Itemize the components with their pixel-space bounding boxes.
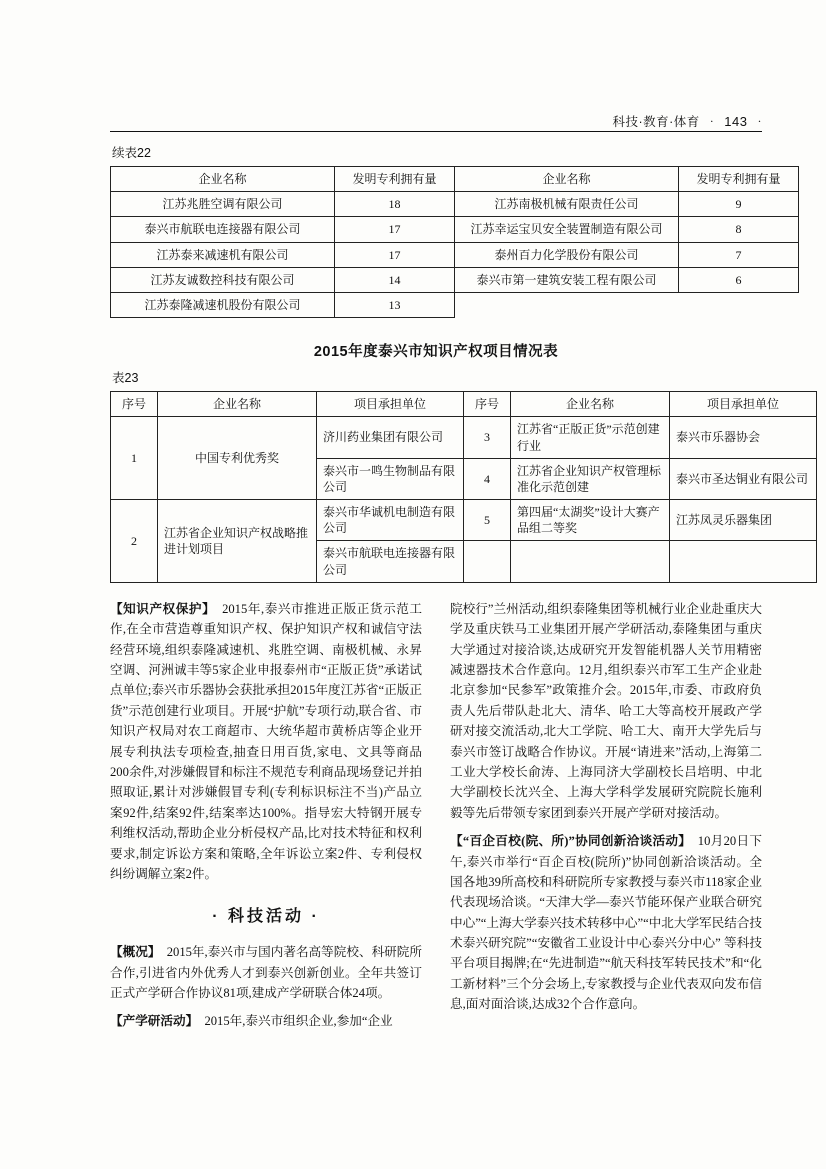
header-rule [110, 131, 762, 132]
table-row [111, 217, 799, 242]
paragraph-text: 2015年,泰兴市与国内著名高等院校、科研院所合作,引进省内外优秀人才到泰兴创新创业。全年共签订正式产学研合作协议81项,建成产学研联合体24项。 [110, 945, 422, 1000]
cell-unit: 江苏凤灵乐器集团 [670, 500, 817, 541]
cell-empty [679, 292, 799, 317]
cell-patents: 17 [335, 242, 455, 267]
col-header-patents-1: 发明专利拥有量 [335, 167, 455, 192]
cell-seq: 5 [464, 500, 511, 541]
table-row [111, 292, 799, 317]
table22-body [111, 192, 799, 318]
paragraph-lead: 【产学研活动】 [110, 1014, 192, 1029]
cell-seq: 3 [464, 417, 511, 458]
cell-seq: 1 [111, 417, 158, 500]
col-header-patents-2: 发明专利拥有量 [679, 167, 799, 192]
cell-enterprise: 江苏泰隆减速机股份有限公司 [111, 292, 335, 317]
table23-label: 表23 [112, 371, 139, 386]
table22-header [111, 167, 799, 192]
running-head-dot-left: · [709, 113, 715, 128]
cell-enterprise: 江苏幸运宝贝安全装置制造有限公司 [455, 217, 679, 242]
cell-patents: 17 [335, 217, 455, 242]
cell-enterprise: 江苏省企业知识产权管理标准化示范创建 [511, 458, 670, 499]
paragraph-text: 院校行”兰州活动,组织泰隆集团等机械行业企业赴重庆大学及重庆铁马工业集团开展产学研活动,泰隆集团与重庆大学通过对接洽谈,达成研究开发智能机器人关节用精密减速器技术合作意向。12月,组织泰兴市军工生产企业赴北京参加“民参军”政策推介会。2015年,市委、市政府负责人先后带队赴北大、清华、哈工大等高校开展政产学研对接交流活动,北大工学院、哈工大、南开大学先后与泰兴市签订战略合作协议。开展“请进来”活动,上海第二工业大学校长俞涛、上海同济大学副校长吕培明、中北大学副校长沈兴全、上海大学科学发展研究院院长施利毅等先后带领专家团到泰兴开展产学研对接活动。 [450, 601, 762, 820]
cell-enterprise: 第四届“太湖奖”设计大赛产品组二等奖 [511, 500, 670, 541]
col-header-seq-1: 序号 [111, 392, 158, 417]
cell-patents: 14 [335, 267, 455, 292]
col-header-enterprise-1: 企业名称 [111, 167, 335, 192]
col-header-unit-2: 项目承担单位 [670, 392, 817, 417]
paragraph-hundred-enterprises [450, 831, 762, 1015]
table-ip-projects [110, 391, 817, 583]
body-columns [110, 599, 762, 1040]
table-row [111, 192, 799, 217]
cell-unit [670, 541, 817, 582]
cell-enterprise: 泰州百力化学股份有限公司 [455, 242, 679, 267]
running-head-dot-right: · [757, 113, 762, 128]
running-head [612, 112, 762, 130]
cell-patents: 18 [335, 192, 455, 217]
paragraph-lead: 【“百企百校(院、所)”协同创新洽谈活动】 [450, 834, 685, 849]
cell-unit: 泰兴市华诚机电制造有限公司 [317, 500, 464, 541]
cell-patents: 6 [679, 267, 799, 292]
paragraph-text: 10月20日下午,泰兴市举行“百企百校(院所)”协同创新洽谈活动。全国各地39所高校和科研院所专家教授与泰兴市118家企业代表现场洽谈。“天津大学—泰兴节能环保产业联合研究中心”“上海大学泰兴技术转移中心”“中北大学军民结合技术泰兴研究院”“安徽省工业设计中心泰兴分中心” 等科技平台项目揭牌;在“先进制造”“航天科技军转民技术”和“化工新材料”三个分会场上,专家教授与企业代表双向发布信息,面对面洽谈,达成32个合作意向。 [450, 834, 763, 1012]
table-row [111, 167, 799, 192]
col-header-unit-1: 项目承担单位 [317, 392, 464, 417]
cell-enterprise: 江苏省企业知识产权战略推进计划项目 [158, 500, 317, 583]
cell-unit: 泰兴市圣达铜业有限公司 [670, 458, 817, 499]
body-column-left [110, 599, 422, 1040]
cell-enterprise: 江苏兆胜空调有限公司 [111, 192, 335, 217]
table-row [111, 500, 817, 541]
table-row [111, 267, 799, 292]
paragraph-text: 2015年,泰兴市组织企业,参加“企业 [191, 1014, 393, 1029]
page-number: 143 [724, 113, 748, 129]
cell-enterprise: 泰兴市第一建筑安装工程有限公司 [455, 267, 679, 292]
paragraph-iur-continued [450, 599, 762, 823]
paragraph-lead: 【知识产权保护】 [110, 601, 209, 616]
paragraph-iur-activities [110, 1011, 422, 1031]
cell-enterprise: 中国专利优秀奖 [158, 417, 317, 500]
table-row [111, 242, 799, 267]
page-content [110, 143, 809, 1040]
cell-unit: 泰兴市航联电连接器有限公司 [317, 541, 464, 582]
paragraph-lead: 【概况】 [110, 945, 155, 960]
cell-patents: 7 [679, 242, 799, 267]
col-header-enterprise-2: 企业名称 [511, 392, 670, 417]
paragraph-overview [110, 942, 422, 1003]
body-column-right [450, 599, 762, 1040]
cell-seq: 4 [464, 458, 511, 499]
cell-seq: 2 [111, 500, 158, 583]
col-header-seq-2: 序号 [464, 392, 511, 417]
cell-enterprise [511, 541, 670, 582]
cell-enterprise: 江苏南极机械有限责任公司 [455, 192, 679, 217]
paragraph-text: 2015年,泰兴市推进正版正货示范工作,在全市营造尊重知识产权、保护知识产权和诚信守法经营环境,组织泰隆减速机、兆胜空调、南极机械、永昇空调、河洲诚丰等5家企业申报泰州市“正版正货”承诺试点单位;泰兴市乐器协会获批承担2015年度江苏省“正版正货”示范创建行业项目。开展“护航”专项行动,联合省、市知识产权局对农工商超市、大统华超市黄桥店等企业开展专利执法专项检查,抽查日用百货,家电、文具等商品200余件,对涉嫌假冒和标注不规范专利商品现场登记并拍照取证,累计对涉嫌假冒专利(专利标识标注不当)产品立案92件,结案92件,结案率达100%。指导宏大特钢开展专利维权活动,帮助企业分析侵权产品,比对技术特征和权利要求,制定诉讼方案和策略,全年诉讼立案2件、专利侵权纠纷调解立案2件。 [110, 601, 422, 881]
cell-patents: 8 [679, 217, 799, 242]
col-header-enterprise-1: 企业名称 [158, 392, 317, 417]
table23-body [111, 417, 817, 583]
table-row [111, 392, 817, 417]
table22-continued-label: 续表22 [112, 146, 151, 160]
paragraph-ip-protection [110, 599, 422, 884]
table-row [111, 417, 817, 458]
cell-unit: 泰兴市乐器协会 [670, 417, 817, 458]
col-header-enterprise-2: 企业名称 [455, 167, 679, 192]
table23-header [111, 392, 817, 417]
cell-enterprise: 江苏省“正版正货”示范创建行业 [511, 417, 670, 458]
cell-enterprise: 江苏友诚数控科技有限公司 [111, 267, 335, 292]
running-head-title: 科技·教育·体育 [612, 115, 700, 129]
section-heading-tech-activities: · 科技活动 · [212, 908, 320, 926]
cell-patents: 13 [335, 292, 455, 317]
cell-empty [455, 292, 679, 317]
cell-enterprise: 江苏泰来减速机有限公司 [111, 242, 335, 267]
cell-patents: 9 [679, 192, 799, 217]
cell-unit: 济川药业集团有限公司 [317, 417, 464, 458]
cell-seq [464, 541, 511, 582]
table-patent-holdings [110, 166, 799, 318]
cell-unit: 泰兴市一鸣生物制品有限公司 [317, 458, 464, 499]
cell-enterprise: 泰兴市航联电连接器有限公司 [111, 217, 335, 242]
table23-title: 2015年度泰兴市知识产权项目情况表 [313, 344, 559, 361]
